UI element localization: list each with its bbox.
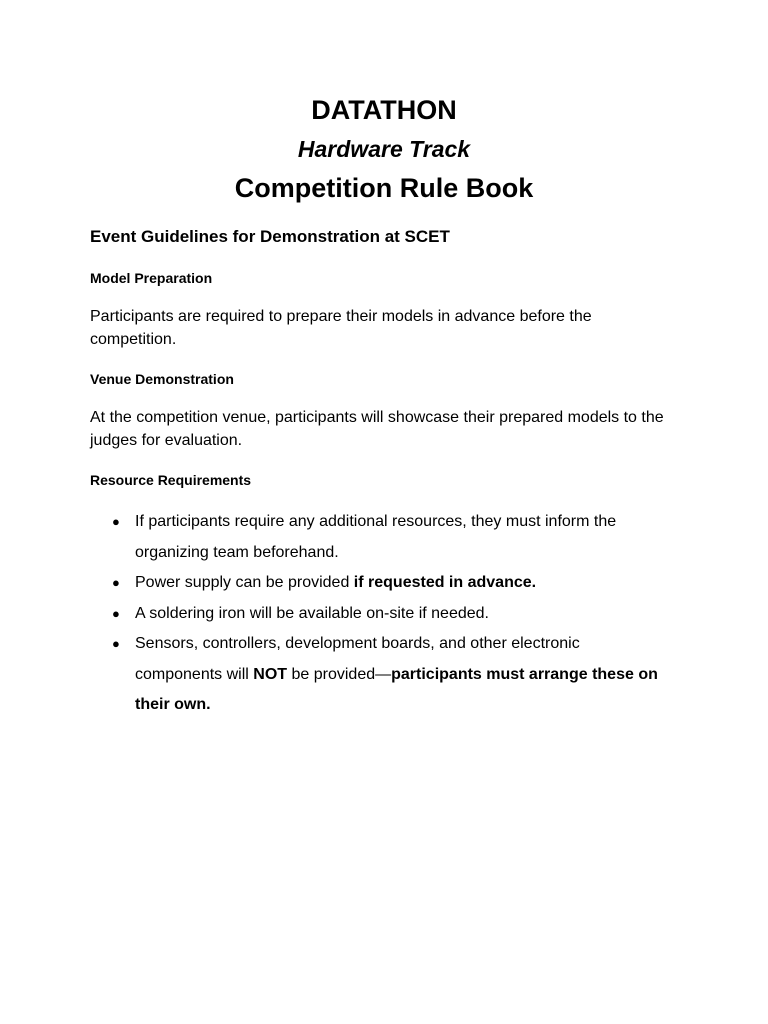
resource-requirements-list — [90, 507, 670, 721]
list-item-bold-text: participants must arrange these on their own. — [135, 665, 658, 713]
list-item-text: If participants require any additional resources, they must inform the organizing team beforehand. — [135, 513, 617, 561]
venue-demonstration-text: At the competition venue, participants will showcase their prepared models to the judges for evaluation. — [90, 409, 664, 449]
list-item-text: Sensors, controllers, development boards, and other electronic components will — [135, 635, 580, 683]
venue-demonstration-heading: Venue Demonstration — [90, 371, 234, 387]
document-title: DATATHON — [311, 95, 457, 125]
model-preparation-text: Participants are required to prepare their models in advance before the competition. — [90, 308, 592, 348]
bullet-icon: ● — [112, 514, 120, 529]
document-content — [90, 225, 670, 721]
bullet-icon: ● — [112, 636, 120, 651]
track-title: Hardware Track — [297, 136, 471, 162]
list-item-text: Power supply can be provided — [135, 574, 354, 591]
rule-book-title: Competition Rule Book — [234, 173, 534, 203]
list-item-not-text: NOT — [253, 665, 288, 683]
list-item — [90, 568, 670, 599]
section-heading: Event Guidelines for Demonstration at SCET — [90, 227, 450, 246]
list-item — [90, 507, 670, 568]
list-item — [90, 629, 670, 721]
list-item-bold-text: if requested in advance. — [353, 574, 537, 591]
list-item — [90, 599, 670, 630]
bullet-icon: ● — [112, 575, 120, 590]
resource-requirements-heading: Resource Requirements — [90, 472, 252, 488]
model-preparation-heading: Model Preparation — [90, 270, 213, 286]
list-item-mid-text: be provided— — [287, 665, 392, 683]
bullet-icon: ● — [112, 605, 120, 621]
list-item-text: A soldering iron will be available on-site if needed. — [135, 604, 489, 622]
